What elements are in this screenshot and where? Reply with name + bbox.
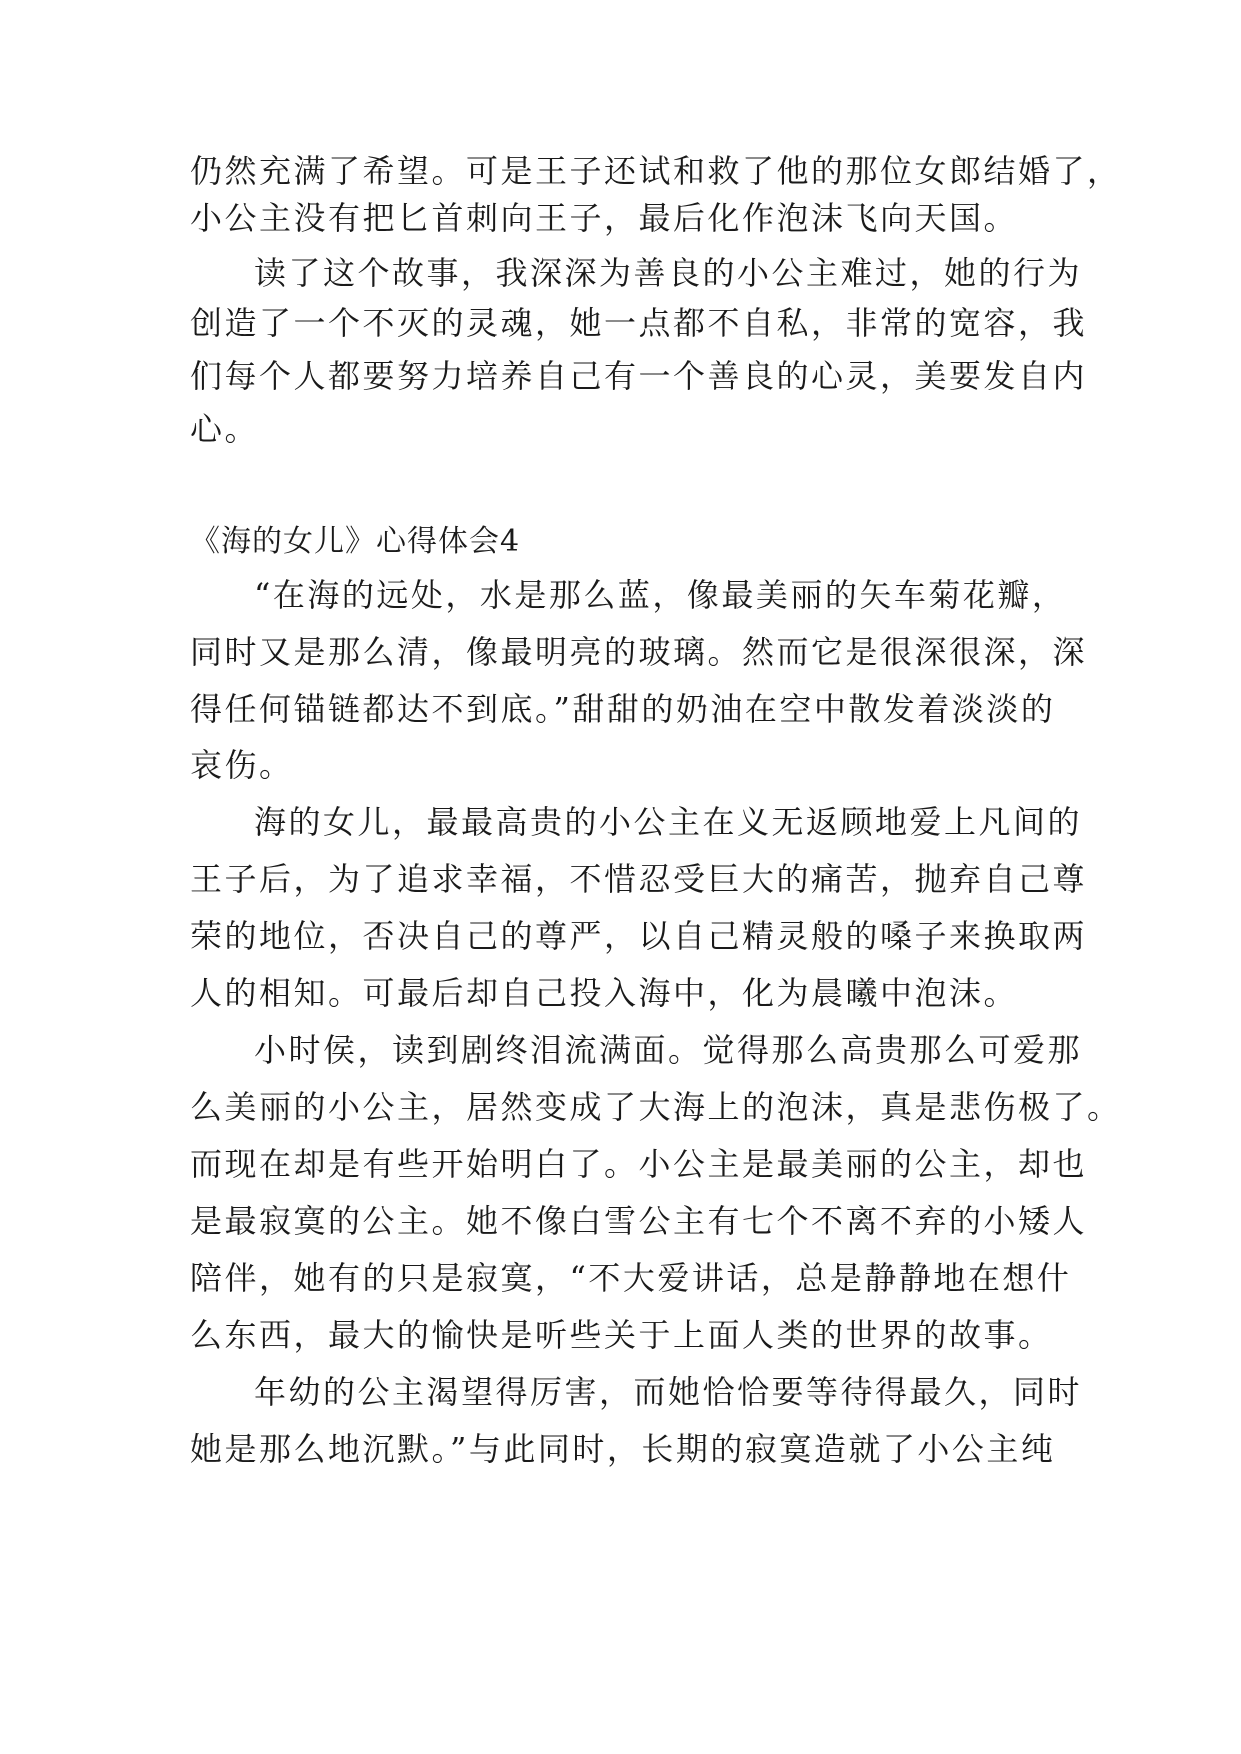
section-heading: 《海的女儿》心得体会4 — [190, 524, 521, 559]
text-line: 创造了一个不灭的灵魂，她一点都不自私，非常的宽容，我 — [190, 304, 1088, 342]
text-line: 陪伴，她有的只是寂寞，“不大爱讲话，总是静静地在想什 — [190, 1259, 1072, 1297]
text-line: 心。 — [190, 410, 260, 448]
text-line: 们每个人都要努力培养自己有一个善良的心灵，美要发自内 — [190, 357, 1088, 395]
text-line: 么美丽的小公主，居然变成了大海上的泡沫，真是悲伤极了。 — [190, 1088, 1122, 1126]
text-line: 读了这个故事，我深深为善良的小公主难过，她的行为 — [254, 254, 1083, 292]
text-line: 荣的地位，否决自己的尊严，以自己精灵般的嗓子来换取两 — [190, 917, 1088, 955]
text-line: 而现在却是有些开始明白了。小公主是最美丽的公主，却也 — [190, 1145, 1088, 1183]
text-line: 小公主没有把匕首刺向王子，最后化作泡沫飞向天国。 — [190, 199, 1019, 237]
text-line: “在海的远处，水是那么蓝，像最美丽的矢车菊花瓣， — [254, 576, 1067, 614]
text-line: 人的相知。可最后却自己投入海中，化为晨曦中泡沫。 — [190, 974, 1019, 1012]
text-line: 哀伤。 — [190, 746, 294, 784]
text-line: 仍然充满了希望。可是王子还试和救了他的那位女郎结婚了， — [190, 152, 1122, 190]
text-line: 王子后，为了追求幸福，不惜忍受巨大的痛苦，抛弃自己尊 — [190, 860, 1088, 898]
text-line: 么东西，最大的愉快是听些关于上面人类的世界的故事。 — [190, 1316, 1053, 1354]
text-line: 海的女儿，最最高贵的小公主在义无返顾地爱上凡间的 — [254, 803, 1083, 841]
text-line: 得任何锚链都达不到底。”甜甜的奶油在空中散发着淡淡的 — [190, 690, 1056, 728]
text-line: 她是那么地沉默。”与此同时，长期的寂寞造就了小公主纯 — [190, 1430, 1056, 1468]
text-line: 同时又是那么清，像最明亮的玻璃。然而它是很深很深，深 — [190, 633, 1088, 671]
text-line: 年幼的公主渴望得厉害，而她恰恰要等待得最久，同时 — [254, 1373, 1083, 1411]
text-line: 是最寂寞的公主。她不像白雪公主有七个不离不弃的小矮人 — [190, 1202, 1088, 1240]
text-line: 小时侯，读到剧终泪流满面。觉得那么高贵那么可爱那 — [254, 1031, 1083, 1069]
